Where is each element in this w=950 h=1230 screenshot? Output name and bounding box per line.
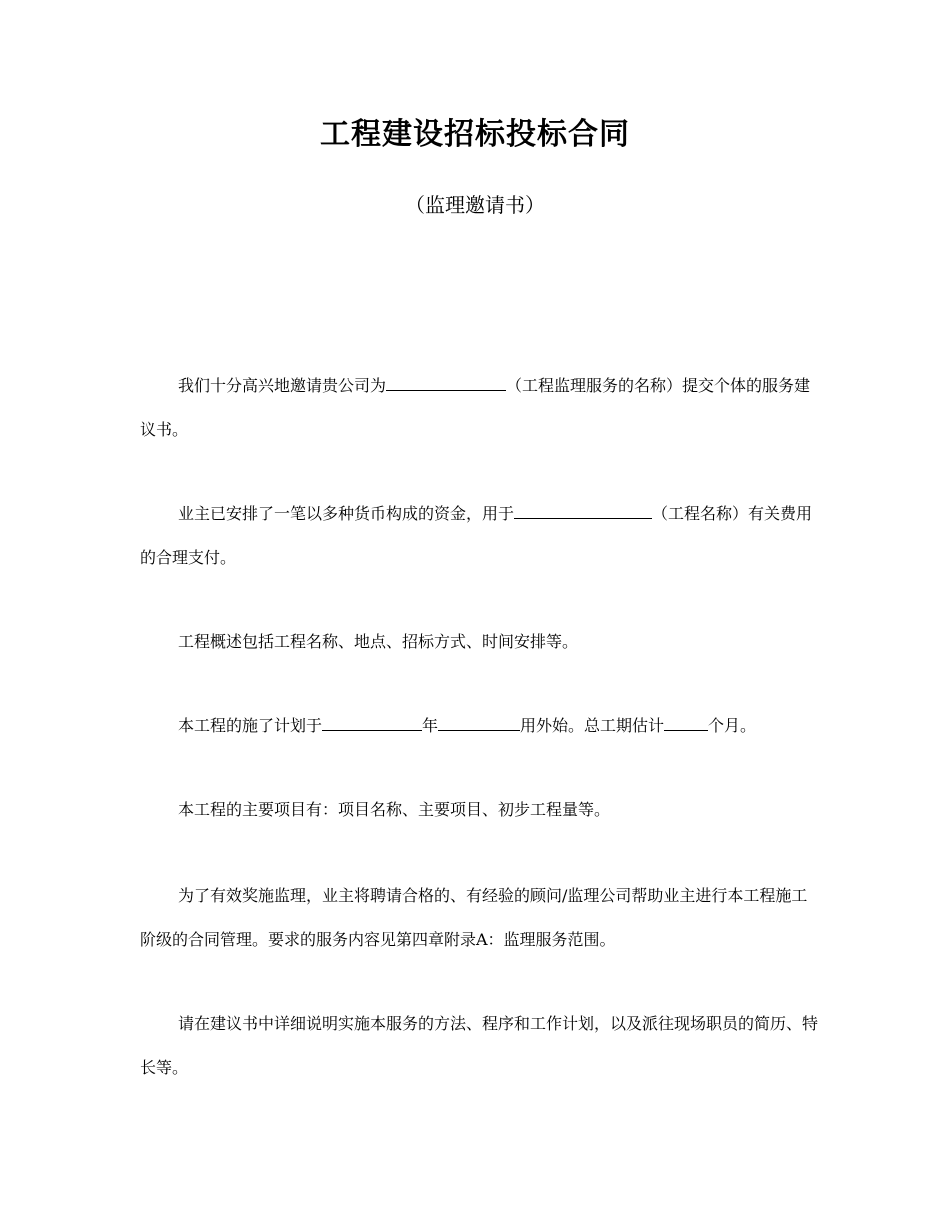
blank-start-year [322, 714, 422, 731]
paragraph-text: 年 [422, 716, 439, 735]
paragraph-proposal-details: 请在建议书中详细说明实施本服务的方法、程序和工作计划，以及派往现场职员的简历、特长等。 [140, 1014, 819, 1077]
paragraph-text: （工程监理服务的名称）提交个体的服务建议书。 [140, 376, 811, 439]
paragraph-text: 业主已安排了一笔以多种货币构成的资金，用于 [178, 504, 515, 523]
blank-service-name [386, 374, 506, 391]
paragraph-main-items: 本工程的主要项目有：项目名称、主要项目、初步工程量等。 [178, 800, 611, 819]
paragraph-text: 我们十分高兴地邀请贵公司为 [178, 376, 387, 395]
paragraph-text: 个月。 [708, 716, 757, 735]
blank-project-name [514, 502, 652, 519]
blank-start-month [438, 714, 520, 731]
paragraph-text: 本工程的施了计划于 [178, 716, 323, 735]
document-title: 工程建设招标投标合同 [320, 117, 630, 152]
document-subtitle: （监理邀请书） [405, 193, 545, 217]
paragraph-text: （工程名称）有关费用的合理支付。 [140, 504, 813, 567]
paragraph-text: 用外始。总工期估计 [520, 716, 665, 735]
paragraph-schedule [140, 704, 840, 748]
paragraph-supervision: 为了有效奖施监理，业主将聘请合格的、有经验的顾问/监理公司帮助业主进行本工程施工阶级的合同管理。要求的服务内容见第四章附录A：监理服务范围。 [140, 886, 808, 949]
blank-duration-months [664, 714, 708, 731]
paragraph-funding [140, 492, 820, 580]
paragraph-invitation [140, 364, 820, 452]
paragraph-overview: 工程概述包括工程名称、地点、招标方式、时间安排等。 [178, 632, 579, 651]
